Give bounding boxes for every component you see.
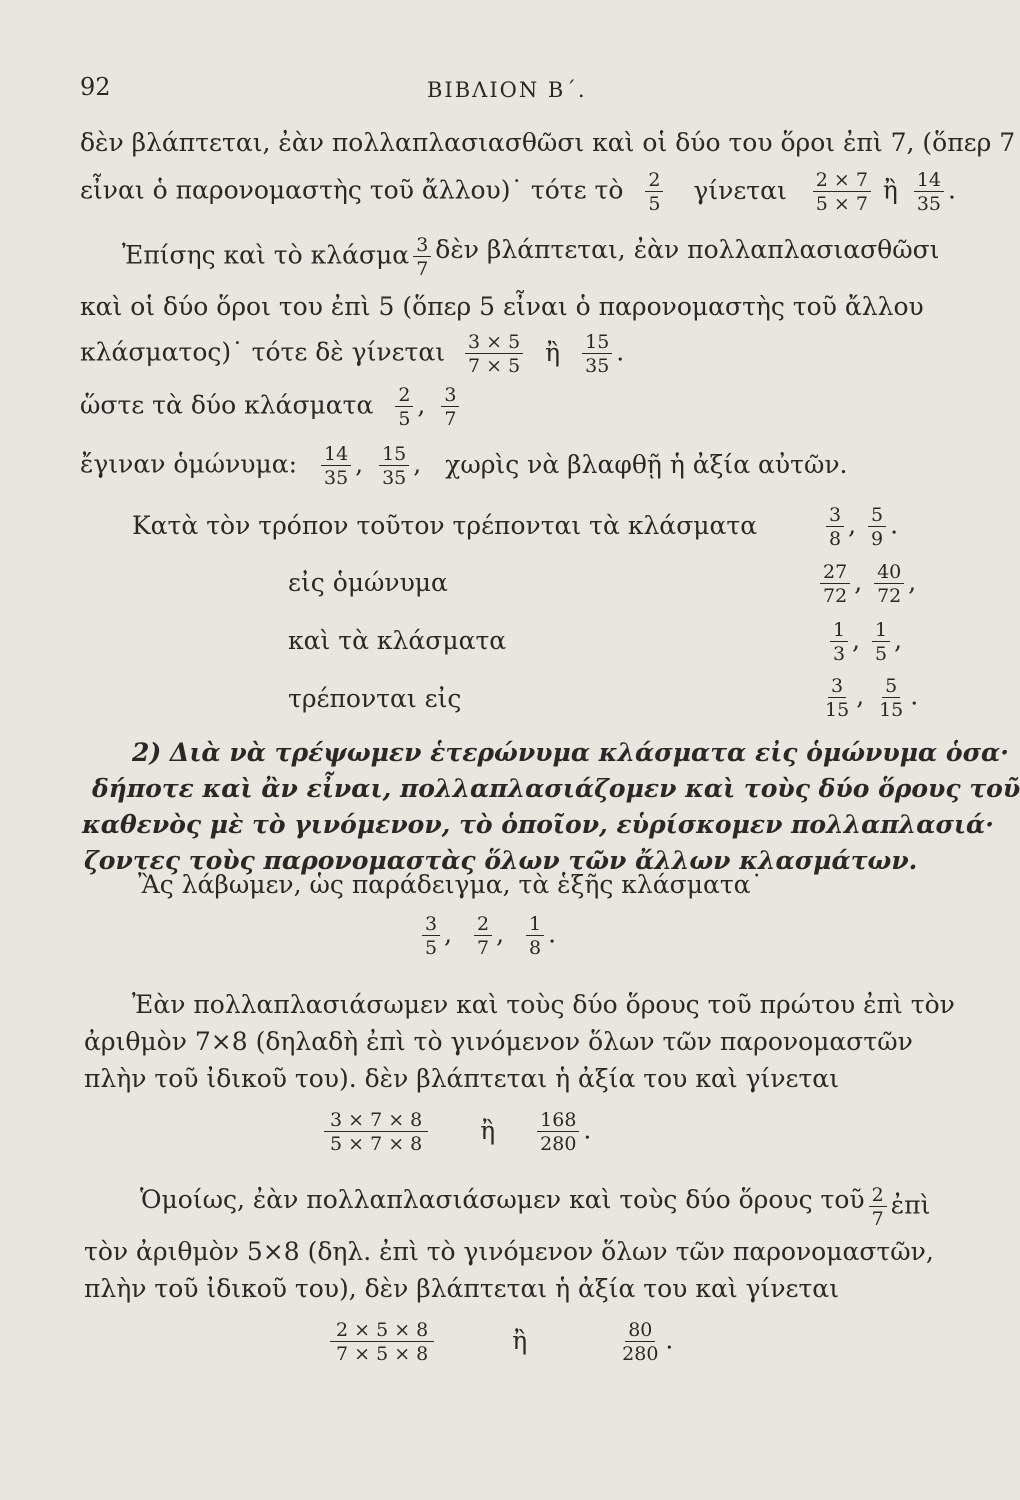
text: 2) Διὰ νὰ τρέψωμεν ἑτερώνυμα κλάσματα εἰς ὁμώνυμα ὁσα· [132,738,1009,767]
text: ὥστε τὰ δύο κλάσματα [80,390,374,420]
fraction: $\frac{3}{5}$ [422,914,440,958]
text-line [84,1064,839,1094]
comma: , [894,625,903,655]
page-number: 92 [80,73,111,101]
text: ἐπὶ [890,1190,931,1220]
fraction: $\frac{14}{35}$ [321,444,351,488]
text: Ἐπίσης καὶ τὸ κλάσμα [122,240,410,270]
text-line [84,1237,934,1267]
fraction-pair [822,505,898,549]
text-line [84,1274,839,1304]
text: Κατὰ τὸν τρόπον τοῦτον τρέπονται τὰ κλάσματα [132,511,758,540]
fraction: $\frac{40}{72}$ [874,562,904,606]
fraction: $\frac{1}{5}$ [872,620,890,664]
fraction: $\frac{2 \times 5 \times 8}{7 \times 5 \times 8}$ [330,1320,434,1364]
comma: , [417,390,426,420]
text-line [288,684,461,714]
comma: , [848,510,857,540]
text: ἔγιναν ὁμώνυμα: [80,449,298,479]
running-title: ΒΙΒΛΙΟΝ Β΄. [427,78,587,102]
text: καὶ οἱ δύο ὅροι του ἐπὶ 5 (ὅπερ 5 εἶναι ὁ παρονομαστὴς τοῦ ἄλλου [80,292,924,321]
text: Ἂς λάβωμεν, ὡς παράδειγμα, τὰ ἑξῆς κλάσματα˙ [138,870,764,899]
text: Ἐὰν πολλαπλασιάσωμεν καὶ τοὺς δύο ὅρους τοῦ πρώτου ἐπὶ τὸν [132,990,955,1019]
fraction-pair [816,562,916,606]
comma: , [852,625,861,655]
text: εἶναι ὁ παρονομαστὴς τοῦ ἄλλου)˙ τότε τὸ [80,175,624,205]
text: ἢ [882,175,898,205]
text-line [80,128,1016,158]
text: τὸν ἀριθμὸν 5×8 (δηλ. ἐπὶ τὸ γινόμενον ὅλων τῶν παρονομαστῶν, [84,1237,934,1266]
text: ἢ [545,337,561,367]
text-line [80,292,924,322]
text-line [84,1027,922,1057]
equation [326,1320,673,1364]
fraction-pair [818,676,918,720]
text: πλὴν τοῦ ἰδικοῦ του). δὲν βλάπτεται ἡ ἀξία του καὶ γίνεται [84,1064,839,1093]
fraction: $\frac{5}{15}$ [879,675,904,721]
text: καθενὸς μὲ τὸ γινόμενον, τὸ ὁποῖον, εὑρίσκομεν πολλαπλασιά· [82,810,994,839]
period: . [665,1325,674,1355]
text: δὲν βλάπτεται, ἐὰν πολλαπλασιασθῶσι [435,235,940,264]
fraction: $\frac{80}{280}$ [622,1319,659,1365]
fraction: $\frac{15}{35}$ [582,332,612,376]
fraction: $\frac{14}{35}$ [914,170,944,214]
text-line [138,870,763,900]
text-line [132,511,757,541]
fraction: $\frac{3 \times 7 \times 8}{5 \times 7 \times 8}$ [324,1110,428,1154]
text-line [80,170,956,214]
period: . [548,919,557,949]
fraction: $\frac{3}{7}$ [441,385,459,429]
text: γίνεται [693,175,787,205]
text-line [80,444,848,488]
comma: , [908,567,917,597]
fraction: $\frac{3 \times 5}{7 \times 5}$ [465,332,523,376]
text-line [288,626,506,656]
text: δὲν βλάπτεται, ἐὰν πολλαπλασιασθῶσι καὶ οἱ δύο του ὅροι ἐπὶ 7, (ὅπερ 7 [80,128,1016,157]
fraction: $\frac{15}{35}$ [379,444,409,488]
text: κλάσματος)˙ τότε δὲ γίνεται [80,337,446,367]
equation [320,1110,591,1154]
period: . [948,175,956,205]
fraction-pair [826,620,902,664]
text: καὶ τὰ κλάσματα [288,626,507,655]
text: ἢ [480,1115,496,1145]
comma: , [496,919,505,949]
text: χωρὶς νὰ βλαφθῇ ἡ ἀξία αὐτῶν. [445,449,848,479]
text: τρέπονται εἰς [288,684,462,713]
fraction: $\frac{2}{5}$ [645,170,663,214]
rule-line [92,774,1020,804]
fraction: $\frac{168}{280}$ [537,1110,579,1154]
comma: , [444,919,453,949]
fraction: $\frac{1}{8}$ [526,914,544,958]
text: εἰς ὁμώνυμα [288,568,448,597]
fraction: $\frac{5}{9}$ [868,505,886,549]
fraction: $\frac{2 \times 7}{5 \times 7}$ [813,170,871,214]
comma: , [413,449,422,479]
period: . [910,681,919,711]
fraction: $\frac{1}{3}$ [830,620,848,664]
fraction: $\frac{3}{7}$ [413,235,431,279]
rule-line [82,810,994,840]
fraction: $\frac{27}{72}$ [820,562,850,606]
period: . [890,510,899,540]
fraction: $\frac{3}{15}$ [825,675,850,721]
text: δήποτε καὶ ἂν εἶναι, πολλαπλασιάζομεν καὶ τοὺς δύο ὅρους τοῦ [92,774,1020,803]
period: . [583,1115,592,1145]
comma: , [854,567,863,597]
text: Ὁμοίως, ἐὰν πολλαπλασιάσωμεν καὶ τοὺς δύο ὅρους τοῦ [140,1185,865,1214]
text: ζοντες τοὺς παρονομαστὰς ὅλων τῶν ἄλλων κλασμάτων. [84,846,918,875]
text-line [288,568,448,598]
text: ἢ [512,1325,528,1355]
text-line [132,990,955,1020]
fraction: $\frac{2}{7}$ [869,1185,887,1229]
rule-line [132,738,1009,768]
fraction: $\frac{2}{7}$ [474,914,492,958]
fraction: $\frac{2}{5}$ [395,385,413,429]
comma: , [856,681,865,711]
text: πλὴν τοῦ ἰδικοῦ του), δὲν βλάπτεται ἡ ἀξία του καὶ γίνεται [84,1274,839,1303]
text-line [80,332,624,376]
text-line [140,1184,931,1230]
fraction-list [418,914,556,958]
text-line [80,385,463,429]
comma: , [355,449,364,479]
text: ἀριθμὸν 7×8 (δηλαδὴ ἐπὶ τὸ γινόμενον ὅλων τῶν παρονομαστῶν [84,1027,913,1056]
fraction: $\frac{3}{8}$ [826,505,844,549]
period: . [616,337,625,367]
text-line [122,234,940,280]
